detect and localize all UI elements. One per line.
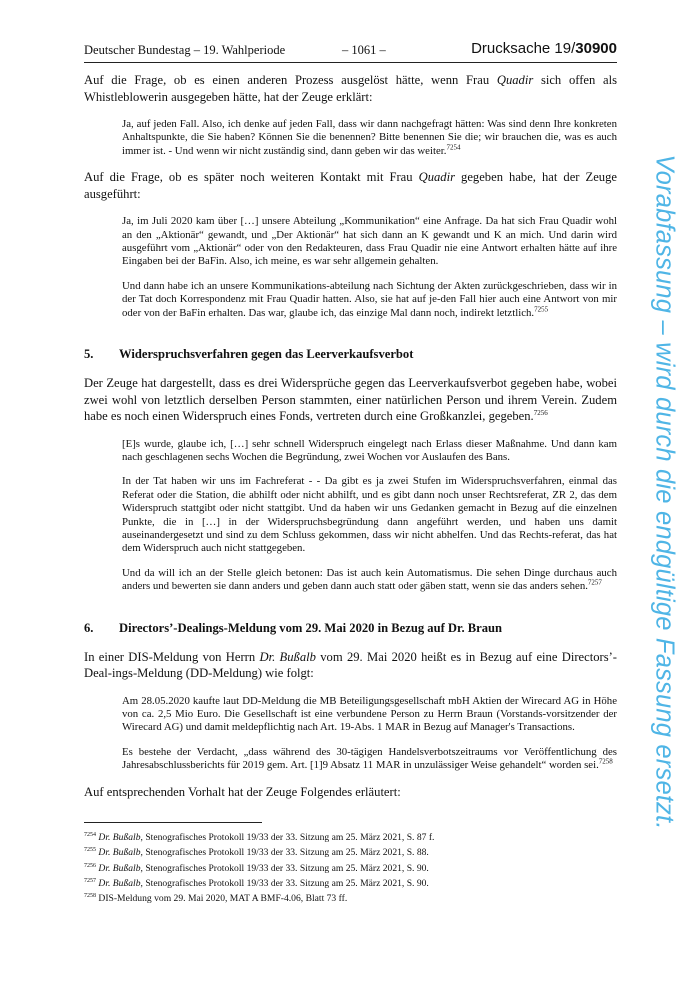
footnotes bbox=[84, 830, 617, 906]
footnote-number: 7255 bbox=[84, 847, 96, 854]
footnote-author: Dr. Bußalb bbox=[98, 847, 141, 859]
footnote-ref: 7255 bbox=[534, 305, 549, 314]
footnote: $^{7255}$ Dr. Bußalb, Stenografisches Protokoll 19/33 der 33. Sitzung am 25. März 2021, S. 88. bbox=[84, 847, 429, 859]
footnote-number: 7258 bbox=[84, 893, 96, 899]
footnote-ref: 7254 bbox=[446, 143, 461, 152]
testimony-quote: Ja, im Juli 2020 kam über […] unsere Abteilung „Kommunikation“ eine Anfrage. Da hat sich Frau Quadir wohl an den „Aktionär“ gewandt, und „Der Aktionär“ hat sich dann an K gewandt und K an mich. Und darin wird ausgeführt vom „Aktionär“ oder von den Redakteuren, dass Frau Quadir nie eine Antwort erhalten hätte auf ihre Eingaben bei der BaFin. Also, ich meine, es war sehr allgemein gehalten. bbox=[122, 215, 617, 268]
footnote: $^{7257}$ Dr. Bußalb, Stenografisches Protokoll 19/33 der 33. Sitzung am 25. März 2021, S. 90. bbox=[84, 877, 429, 889]
person-name: Dr. Bußalb bbox=[259, 649, 316, 664]
footnote-ref: 7257 bbox=[587, 578, 602, 587]
testimony-quote: Und da will ich an der Stelle gleich betonen: Das ist auch kein Automatismus. Die sehen Dinge durchaus auch anders und bewerten sie dann anders und geben dann auch statt oder gäben statt, wenn sie das anders sehen.$^{7257}$ bbox=[122, 566, 617, 593]
section-number: 6. bbox=[84, 620, 94, 635]
testimony-quote: Am 28.05.2020 kaufte laut DD-Meldung die MB Beteiligungsgesellschaft mbH Aktien der Wirecard AG in Höhe von ca. 2,5 Mio Euro. Die Gesellschaft ist eine verbundene Person zu Herrn Braun (Vorstands-vorsitzender der Wirecard AG) und damit meldepflichtig nach Art. 19-Abs. 1 MAR in Bezug auf Manager's Transactions. bbox=[122, 694, 617, 734]
footnote-number: 7257 bbox=[84, 877, 96, 884]
section-title: Widerspruchsverfahren gegen das Leerverkaufsverbot bbox=[119, 347, 414, 362]
page-number: – 1061 – bbox=[342, 43, 386, 57]
footnote-divider bbox=[84, 822, 262, 823]
testimony-quote: Ja, auf jeden Fall. Also, ich denke auf jeden Fall, dass wir dann nachgefragt hätten: Was sind denn Ihre konkreten Anhaltspunkte, die Sie haben? Können Sie die benennen? Bitte benennen Sie die; wir brauchen die, was es auch immer ist. - Und wenn wir nicht zuständig sind, dann geben wir das weiter.$^{7254}$ bbox=[122, 118, 617, 157]
document-label: Drucksache 19/ bbox=[471, 40, 576, 57]
document-number bbox=[471, 40, 617, 57]
section-heading bbox=[84, 346, 617, 362]
footnote-author: Dr. Bußalb bbox=[98, 832, 141, 843]
draft-watermark bbox=[650, 112, 678, 872]
footnote-ref: 7256 bbox=[533, 408, 548, 417]
body-paragraph: In einer DIS-Meldung von Herrn Dr. Bußalb vom 29. Mai 2020 heißt es in Bezug auf eine Directors’-Deal-ings-Meldung (DD-Meldung) wie folgt: bbox=[84, 649, 617, 681]
body-paragraph: Auf die Frage, ob es einen anderen Prozess ausgelöst hätte, wenn Frau Quadir sich offen als Whistleblowerin ausgegeben hätte, hat der Zeuge erklärt: bbox=[84, 73, 617, 104]
footnote: $^{7256}$ Dr. Bußalb, Stenografisches Protokoll 19/33 der 33. Sitzung am 25. März 2021, S. 90. bbox=[84, 862, 429, 874]
footnote-ref: 7258 bbox=[598, 757, 613, 766]
draft-watermark-text: Vorabfassung – wird durch die endgültige Fassung ersetzt. bbox=[650, 154, 679, 830]
footnote-number: 7254 bbox=[84, 831, 96, 838]
footnote: $^{7254}$ Dr. Bußalb, Stenografisches Protokoll 19/33 der 33. Sitzung am 25. März 2021, S. 87 f. bbox=[84, 831, 435, 843]
document-id: 30900 bbox=[575, 40, 617, 57]
body-paragraph: Der Zeuge hat dargestellt, dass es drei Widersprüche gegen das Leerverkaufsverbot gegeben habe, wobei zwei wohl von letztlich derselben Person stammten, einer natürlichen Person und ihrem Verein. Zudem habe es noch einen Widerspruch eines Fonds, vertreten durch eine Großkanzlei, gegeben.$^{7256}$ bbox=[84, 376, 617, 424]
footnote-number: 7256 bbox=[84, 862, 96, 869]
parliament-label: Deutscher Bundestag – 19. Wahlperiode bbox=[84, 43, 286, 57]
testimony-quote: Es bestehe der Verdacht, „dass während des 30-tägigen Handelsverbotszeitraums vor Veröffentlichung des Jahresabschlussberichts für 2019 gem. Art. [1]9 Absatz 11 MAR in unzulässiger Weise gehandelt“ worden sei.$^{7258}$ bbox=[122, 745, 617, 772]
main-text bbox=[84, 72, 617, 813]
section-title: Directors’-Dealings-Meldung vom 29. Mai 2020 in Bezug auf Dr. Braun bbox=[119, 620, 503, 635]
section-heading bbox=[84, 620, 617, 636]
testimony-quote: [E]s wurde, glaube ich, […] sehr schnell Widerspruch eingelegt nach Erlass dieser Maßnahme. Und dann kam nach geschlagenen sechs Wochen die Begründung, zwei Wochen vor Auslaufen des Bans. bbox=[122, 437, 617, 463]
body-paragraph: Auf die Frage, ob es später noch weiteren Kontakt mit Frau Quadir gegeben habe, hat der Zeuge ausgeführt: bbox=[84, 170, 617, 201]
page-header bbox=[84, 40, 617, 63]
section-number: 5. bbox=[84, 347, 94, 362]
testimony-quote: Und dann habe ich an unsere Kommunikations-abteilung nach Sichtung der Akten zurückgeschrieben, dass wir in der Tat doch Korrespondenz mit Frau Quadir hatten. Also, sie hat auf je-den Fall hier auch eine Antwort von mir oder von der BaFin erhalten. Das war, glaube ich, das einzige Mal dann noch, indirekt letztlich.$^{7255}$ bbox=[122, 279, 617, 319]
footnote-author: Dr. Bußalb bbox=[98, 862, 141, 874]
person-name: Quadir bbox=[496, 73, 534, 87]
footnote-author: Dr. Bußalb bbox=[98, 877, 141, 889]
body-paragraph: Auf entsprechenden Vorhalt hat der Zeuge Folgendes erläutert: bbox=[84, 784, 401, 799]
person-name: Quadir bbox=[418, 170, 455, 185]
testimony-quote: In der Tat haben wir uns im Fachreferat - - Da gibt es ja zwei Stufen im Widerspruchsverfahren, einmal das Referat oder die Station, die abhilft oder nicht abhilft, und es gibt dann noch unser Rechtsreferat, ZR 2, das dem Widerspruch stattgibt oder nicht stattgibt. Und da haben wir uns Gedanken gemacht in Bezug auf die einzelnen Punkte, die in […] in der Widerspruchsbegründung dann angeführt werden, und haben uns damit auseinandergesetzt und sind zu dem Schluss gekommen, dass wir nicht abhelfen. Und das Rechts-referat, das hat dem Widerspruch auch nicht stattgegeben. bbox=[122, 475, 617, 555]
footnote: $^{7258}$ DIS-Meldung vom 29. Mai 2020, MAT A BMF-4.06, Blatt 73 ff. bbox=[84, 893, 348, 905]
